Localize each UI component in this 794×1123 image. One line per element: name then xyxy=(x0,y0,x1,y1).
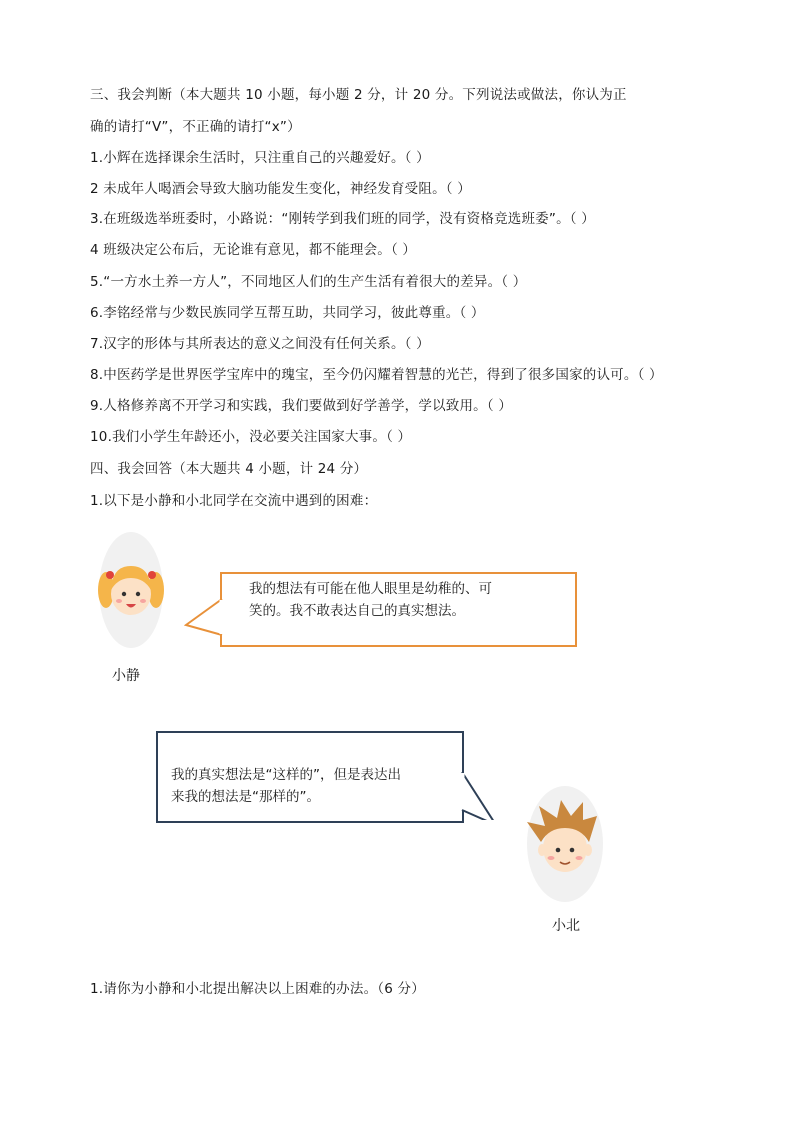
judge-item-1: 1.小辉在选择课余生活时，只注重自己的兴趣爱好。（ ） xyxy=(90,150,430,166)
boy-avatar-icon xyxy=(521,784,605,904)
xiaobei-bubble-tail xyxy=(460,770,510,820)
section3-heading-line2: 确的请打“V”，不正确的请打“x”） xyxy=(90,119,301,135)
judge-item-3: 3.在班级选举班委时，小路说：“刚转学到我们班的同学，没有资格竞选班委”。（ ） xyxy=(90,211,595,227)
question-1-intro: 1.以下是小静和小北同学在交流中遇到的困难： xyxy=(90,493,378,509)
judge-item-10: 10.我们小学生年龄还小，没必要关注国家大事。（ ） xyxy=(90,429,412,445)
xiaobei-speech-line2: 来我的想法是“那样的”。 xyxy=(171,789,320,805)
xiaobei-speech-line1: 我的真实想法是“这样的”，但是表达出 xyxy=(171,767,401,783)
girl-avatar-icon xyxy=(96,530,166,650)
xiaobei-name: 小北 xyxy=(552,918,580,934)
xiaojing-speech-line1: 我的想法有可能在他人眼里是幼稚的、可 xyxy=(249,581,492,597)
xiaojing-name: 小静 xyxy=(112,668,140,684)
question-1-subquestion: 1.请你为小静和小北提出解决以上困难的办法。（6 分） xyxy=(90,981,425,997)
judge-item-9: 9.人格修养离不开学习和实践，我们要做到好学善学，学以致用。（ ） xyxy=(90,398,513,414)
section4-heading: 四、我会回答（本大题共 4 小题，计 24 分） xyxy=(90,461,368,477)
section3-heading-line1: 三、我会判断（本大题共 10 小题，每小题 2 分，计 20 分。下列说法或做法，你认为正 xyxy=(90,87,627,103)
judge-item-4: 4 班级决定公布后，无论谁有意见，都不能理会。（ ） xyxy=(90,242,417,258)
judge-item-8: 8.中医药学是世界医学宝库中的瑰宝，至今仍闪耀着智慧的光芒，得到了很多国家的认可。（ ） xyxy=(90,367,663,383)
judge-item-2: 2 未成年人喝酒会导致大脑功能发生变化，神经发育受阻。（ ） xyxy=(90,181,471,197)
xiaojing-speech-line2: 笑的。我不敢表达自己的真实想法。 xyxy=(249,603,465,619)
judge-item-7: 7.汉字的形体与其所表达的意义之间没有任何关系。（ ） xyxy=(90,336,430,352)
xiaojing-bubble-tail xyxy=(184,597,234,637)
judge-item-5: 5.“一方水土养一方人”，不同地区人们的生产生活有着很大的差异。（ ） xyxy=(90,274,527,290)
judge-item-6: 6.李铭经常与少数民族同学互帮互助，共同学习，彼此尊重。（ ） xyxy=(90,305,485,321)
